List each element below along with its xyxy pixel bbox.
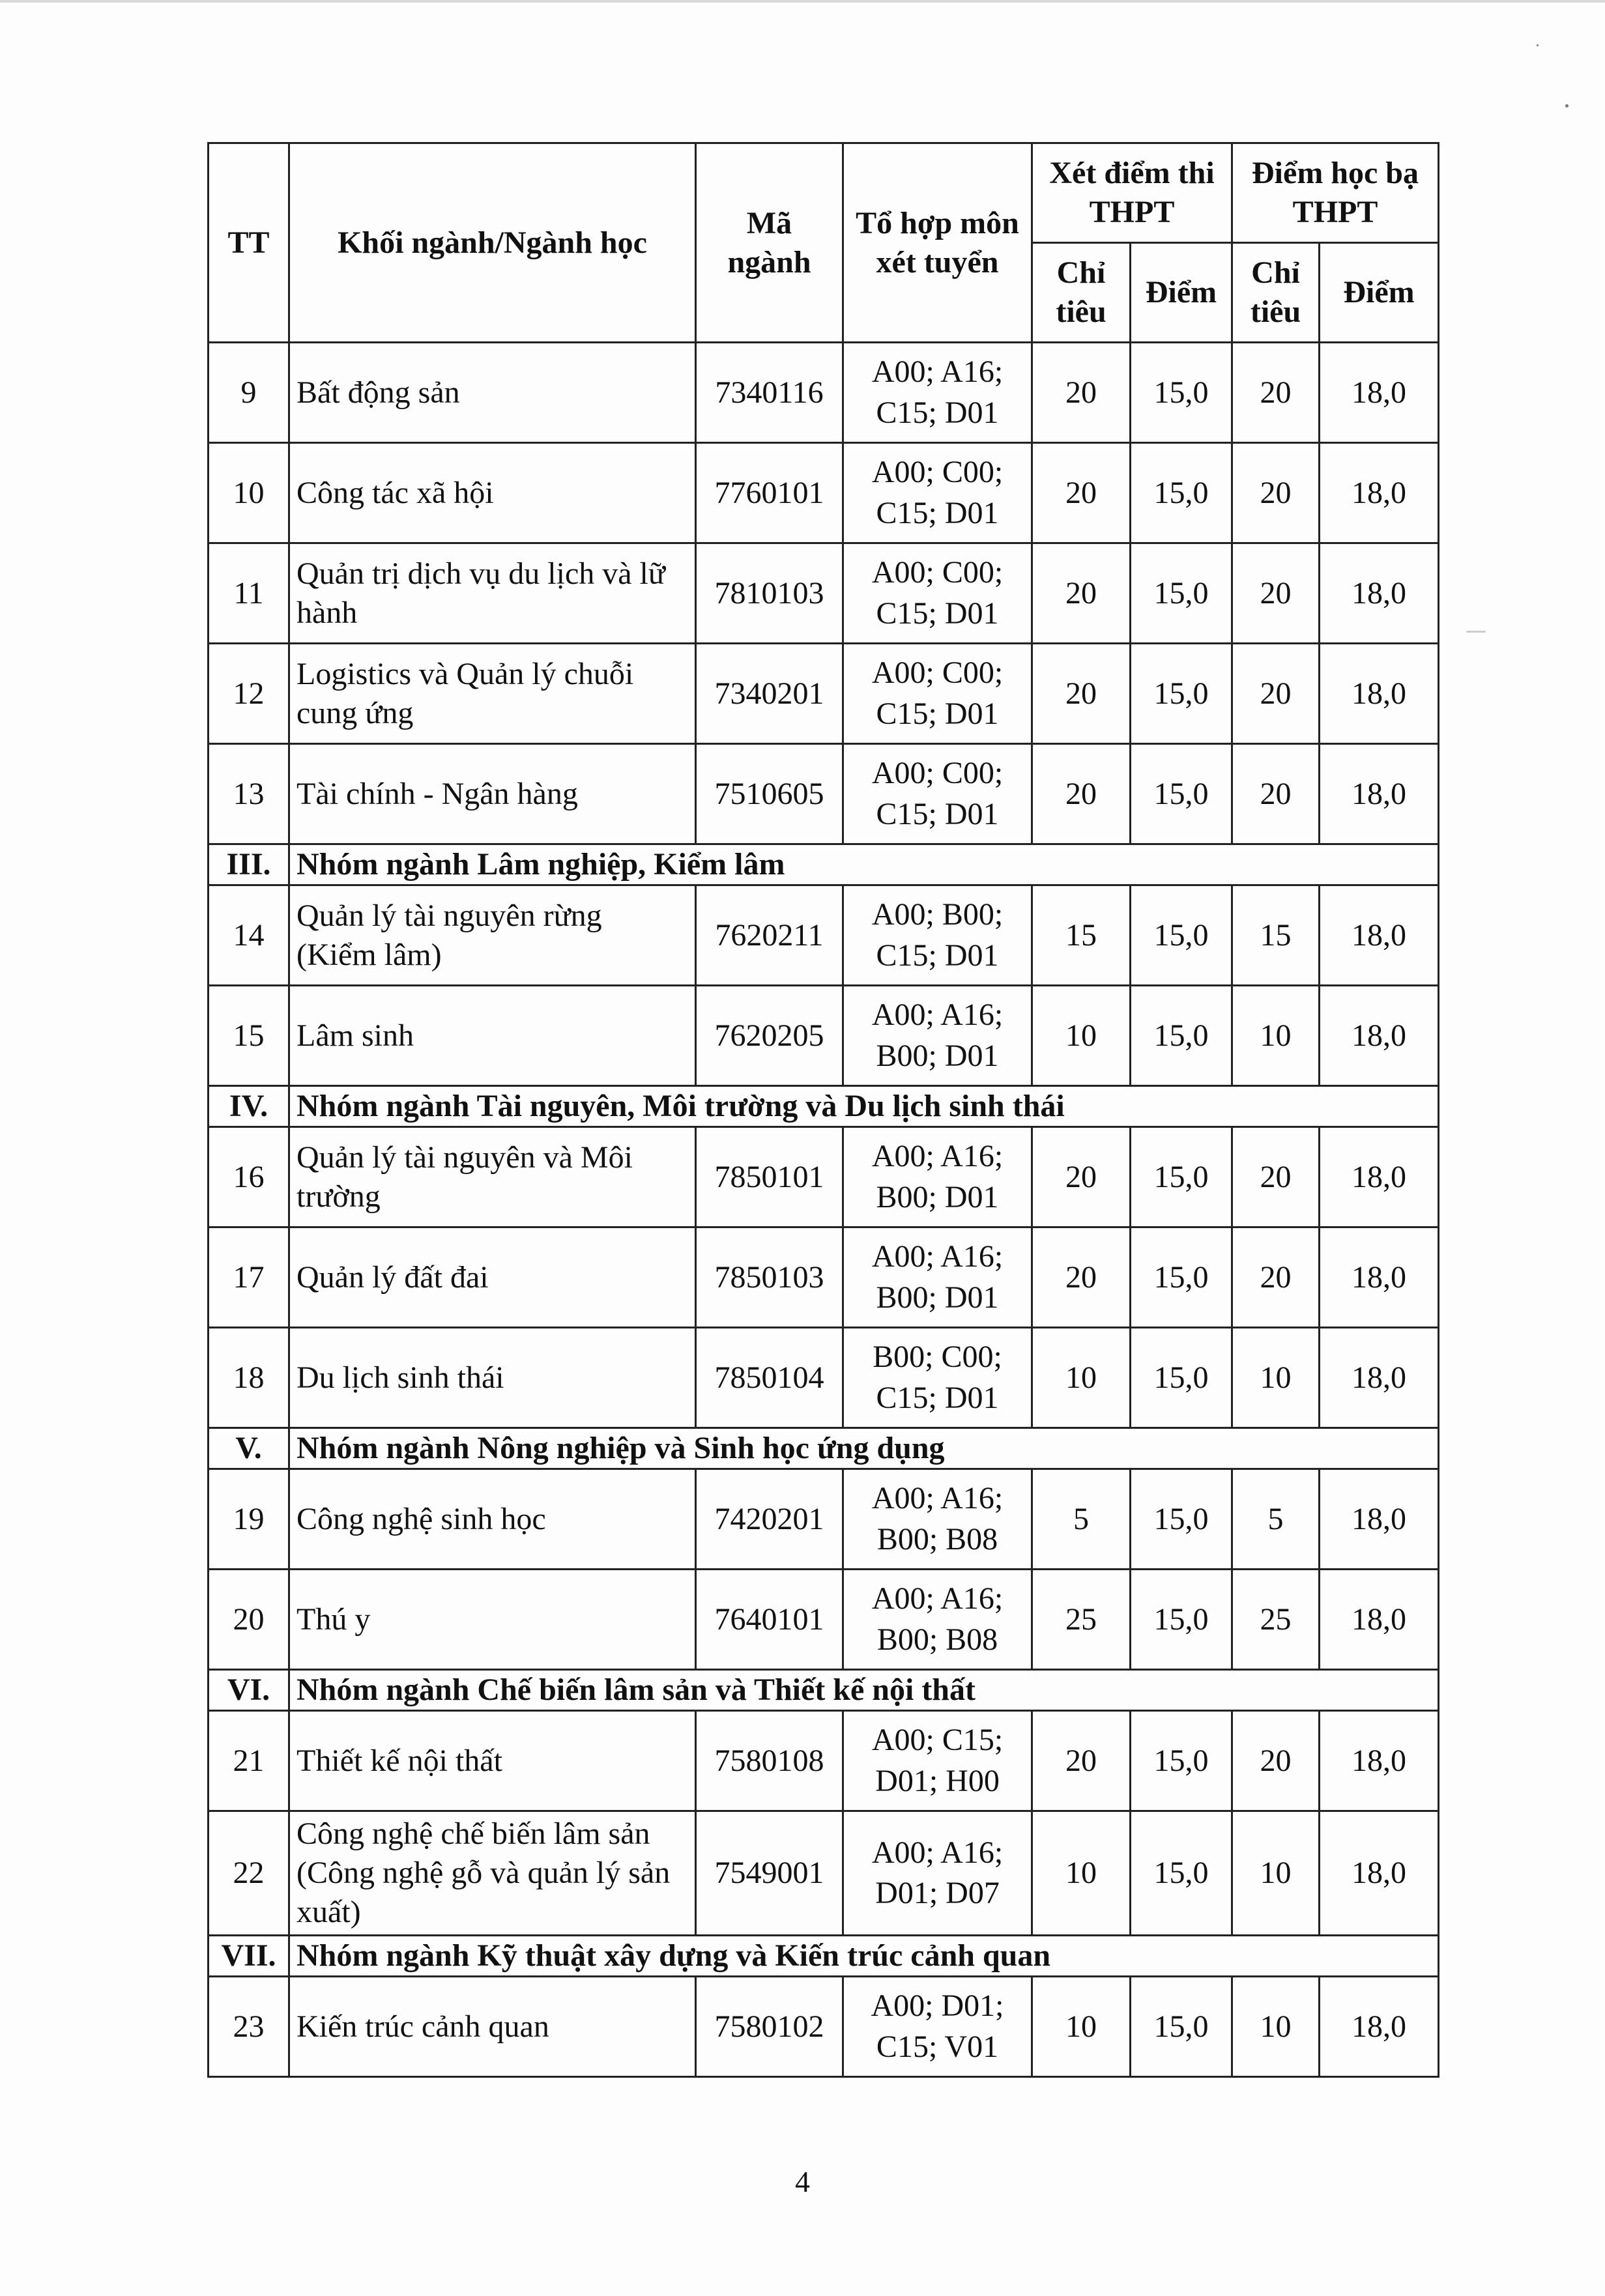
major-code: 7580102 (696, 1977, 843, 2077)
row-number: 23 (209, 1977, 289, 2077)
exam-quota: 10 (1032, 1811, 1131, 1936)
row-number: 14 (209, 885, 289, 986)
transcript-quota: 15 (1232, 885, 1320, 986)
major-code: 7850103 (696, 1227, 843, 1328)
major-name: Quản trị dịch vụ du lịch và lữ hành (289, 543, 696, 644)
exam-quota: 20 (1032, 1227, 1131, 1328)
row-number: 15 (209, 986, 289, 1086)
row-number: 19 (209, 1469, 289, 1570)
transcript-quota: 25 (1232, 1570, 1320, 1670)
group-roman-numeral: III. (209, 844, 289, 885)
transcript-quota: 20 (1232, 644, 1320, 744)
group-row (209, 1428, 1439, 1469)
major-code: 7340201 (696, 644, 843, 744)
subject-combination: A00; A16; B00; B08 (843, 1469, 1032, 1570)
exam-score: 15,0 (1131, 986, 1232, 1086)
exam-quota: 10 (1032, 1977, 1131, 2077)
exam-score: 15,0 (1131, 1469, 1232, 1570)
major-name: Công tác xã hội (289, 443, 696, 543)
exam-score: 15,0 (1131, 343, 1232, 443)
major-code: 7640101 (696, 1570, 843, 1670)
subject-combination: A00; A16; B00; D01 (843, 1227, 1032, 1328)
major-name: Logistics và Quản lý chuỗi cung ứng (289, 644, 696, 744)
major-code: 7760101 (696, 443, 843, 543)
row-number: 17 (209, 1227, 289, 1328)
transcript-quota: 20 (1232, 1127, 1320, 1227)
subject-combination: A00; A16; C15; D01 (843, 343, 1032, 443)
table-row (209, 1328, 1439, 1428)
table-row (209, 986, 1439, 1086)
major-name: Thiết kế nội thất (289, 1711, 696, 1811)
header-transcript-quota: Chỉ tiêu (1232, 243, 1320, 343)
table-row (209, 744, 1439, 844)
exam-quota: 20 (1032, 1127, 1131, 1227)
exam-score: 15,0 (1131, 885, 1232, 986)
major-name: Quản lý đất đai (289, 1227, 696, 1328)
transcript-score: 18,0 (1320, 1811, 1439, 1936)
table-row (209, 885, 1439, 986)
transcript-quota: 20 (1232, 443, 1320, 543)
header-code: Mã ngành (696, 143, 843, 343)
header-exam-score: Điểm (1131, 243, 1232, 343)
group-row (209, 1936, 1439, 1977)
exam-quota: 20 (1032, 1711, 1131, 1811)
transcript-quota: 10 (1232, 1977, 1320, 2077)
transcript-quota: 20 (1232, 1711, 1320, 1811)
major-code: 7850101 (696, 1127, 843, 1227)
transcript-quota: 20 (1232, 744, 1320, 844)
group-title: Nhóm ngành Tài nguyên, Môi trường và Du lịch sinh thái (289, 1086, 1439, 1127)
transcript-quota: 20 (1232, 543, 1320, 644)
group-title: Nhóm ngành Kỹ thuật xây dựng và Kiến trúc cảnh quan (289, 1936, 1439, 1977)
header-transcript-score: Điểm (1320, 243, 1439, 343)
row-number: 16 (209, 1127, 289, 1227)
exam-quota: 10 (1032, 986, 1131, 1086)
scan-speck (1466, 631, 1486, 633)
major-name: Kiến trúc cảnh quan (289, 1977, 696, 2077)
exam-quota: 25 (1032, 1570, 1131, 1670)
table-row (209, 1811, 1439, 1936)
major-name: Thú y (289, 1570, 696, 1670)
table-row (209, 1977, 1439, 2077)
group-roman-numeral: V. (209, 1428, 289, 1469)
row-number: 9 (209, 343, 289, 443)
group-roman-numeral: VI. (209, 1670, 289, 1711)
table-row (209, 443, 1439, 543)
exam-score: 15,0 (1131, 1711, 1232, 1811)
table-row (209, 1711, 1439, 1811)
header-combo: Tổ hợp môn xét tuyển (843, 143, 1032, 343)
header-major: Khối ngành/Ngành học (289, 143, 696, 343)
row-number: 22 (209, 1811, 289, 1936)
major-name: Công nghệ sinh học (289, 1469, 696, 1570)
subject-combination: B00; C00; C15; D01 (843, 1328, 1032, 1428)
transcript-quota: 5 (1232, 1469, 1320, 1570)
major-code: 7850104 (696, 1328, 843, 1428)
major-code: 7340116 (696, 343, 843, 443)
scan-speck (1565, 104, 1569, 108)
subject-combination: A00; C00; C15; D01 (843, 543, 1032, 644)
transcript-score: 18,0 (1320, 343, 1439, 443)
exam-quota: 20 (1032, 443, 1131, 543)
exam-score: 15,0 (1131, 744, 1232, 844)
subject-combination: A00; C00; C15; D01 (843, 644, 1032, 744)
header-row-1 (209, 143, 1439, 243)
major-name: Quản lý tài nguyên và Môi trường (289, 1127, 696, 1227)
major-code: 7810103 (696, 543, 843, 644)
exam-quota: 20 (1032, 343, 1131, 443)
transcript-score: 18,0 (1320, 644, 1439, 744)
major-name: Công nghệ chế biến lâm sản (Công nghệ gỗ và quản lý sản xuất) (289, 1811, 696, 1936)
group-title: Nhóm ngành Lâm nghiệp, Kiểm lâm (289, 844, 1439, 885)
exam-score: 15,0 (1131, 1811, 1232, 1936)
major-code: 7549001 (696, 1811, 843, 1936)
major-name: Quản lý tài nguyên rừng (Kiểm lâm) (289, 885, 696, 986)
exam-score: 15,0 (1131, 1977, 1232, 2077)
scan-speck (1537, 44, 1539, 46)
subject-combination: A00; A16; B00; D01 (843, 986, 1032, 1086)
exam-score: 15,0 (1131, 1127, 1232, 1227)
exam-quota: 20 (1032, 744, 1131, 844)
major-code: 7580108 (696, 1711, 843, 1811)
transcript-score: 18,0 (1320, 1469, 1439, 1570)
row-number: 21 (209, 1711, 289, 1811)
row-number: 10 (209, 443, 289, 543)
group-roman-numeral: IV. (209, 1086, 289, 1127)
transcript-score: 18,0 (1320, 1977, 1439, 2077)
exam-score: 15,0 (1131, 443, 1232, 543)
transcript-score: 18,0 (1320, 744, 1439, 844)
exam-quota: 10 (1032, 1328, 1131, 1428)
major-name: Du lịch sinh thái (289, 1328, 696, 1428)
table-row (209, 343, 1439, 443)
header-tt: TT (209, 143, 289, 343)
major-name: Lâm sinh (289, 986, 696, 1086)
group-row (209, 1086, 1439, 1127)
transcript-score: 18,0 (1320, 1227, 1439, 1328)
major-code: 7620205 (696, 986, 843, 1086)
subject-combination: A00; A16; B00; D01 (843, 1127, 1032, 1227)
table-row (209, 644, 1439, 744)
row-number: 11 (209, 543, 289, 644)
group-roman-numeral: VII. (209, 1936, 289, 1977)
transcript-quota: 10 (1232, 986, 1320, 1086)
row-number: 12 (209, 644, 289, 744)
table-row (209, 1570, 1439, 1670)
transcript-score: 18,0 (1320, 1570, 1439, 1670)
transcript-score: 18,0 (1320, 1328, 1439, 1428)
exam-score: 15,0 (1131, 1328, 1232, 1428)
transcript-quota: 20 (1232, 1227, 1320, 1328)
transcript-quota: 10 (1232, 1811, 1320, 1936)
subject-combination: A00; A16; B00; B08 (843, 1570, 1032, 1670)
transcript-score: 18,0 (1320, 986, 1439, 1086)
transcript-score: 18,0 (1320, 1127, 1439, 1227)
header-transcript-group: Điểm học bạ THPT (1232, 143, 1439, 243)
group-title: Nhóm ngành Chế biến lâm sản và Thiết kế nội thất (289, 1670, 1439, 1711)
table-body (209, 343, 1439, 2077)
row-number: 20 (209, 1570, 289, 1670)
major-code: 7420201 (696, 1469, 843, 1570)
admissions-table (207, 142, 1439, 2078)
transcript-score: 18,0 (1320, 543, 1439, 644)
transcript-score: 18,0 (1320, 443, 1439, 543)
exam-score: 15,0 (1131, 1227, 1232, 1328)
table-row (209, 1127, 1439, 1227)
subject-combination: A00; A16; D01; D07 (843, 1811, 1032, 1936)
subject-combination: A00; D01; C15; V01 (843, 1977, 1032, 2077)
table-row (209, 1469, 1439, 1570)
row-number: 13 (209, 744, 289, 844)
group-title: Nhóm ngành Nông nghiệp và Sinh học ứng dụng (289, 1428, 1439, 1469)
exam-quota: 20 (1032, 644, 1131, 744)
transcript-quota: 20 (1232, 343, 1320, 443)
scan-top-edge (0, 0, 1605, 3)
major-name: Tài chính - Ngân hàng (289, 744, 696, 844)
transcript-score: 18,0 (1320, 1711, 1439, 1811)
exam-score: 15,0 (1131, 644, 1232, 744)
subject-combination: A00; C00; C15; D01 (843, 744, 1032, 844)
row-number: 18 (209, 1328, 289, 1428)
header-exam-group: Xét điểm thi THPT (1032, 143, 1232, 243)
exam-quota: 15 (1032, 885, 1131, 986)
table-row (209, 1227, 1439, 1328)
transcript-quota: 10 (1232, 1328, 1320, 1428)
exam-quota: 20 (1032, 543, 1131, 644)
exam-quota: 5 (1032, 1469, 1131, 1570)
subject-combination: A00; B00; C15; D01 (843, 885, 1032, 986)
table-row (209, 543, 1439, 644)
group-row (209, 844, 1439, 885)
major-code: 7620211 (696, 885, 843, 986)
exam-score: 15,0 (1131, 1570, 1232, 1670)
subject-combination: A00; C00; C15; D01 (843, 443, 1032, 543)
group-row (209, 1670, 1439, 1711)
exam-score: 15,0 (1131, 543, 1232, 644)
major-code: 7510605 (696, 744, 843, 844)
page-number: 4 (795, 2165, 810, 2198)
transcript-score: 18,0 (1320, 885, 1439, 986)
header-exam-quota: Chỉ tiêu (1032, 243, 1131, 343)
major-name: Bất động sản (289, 343, 696, 443)
subject-combination: A00; C15; D01; H00 (843, 1711, 1032, 1811)
